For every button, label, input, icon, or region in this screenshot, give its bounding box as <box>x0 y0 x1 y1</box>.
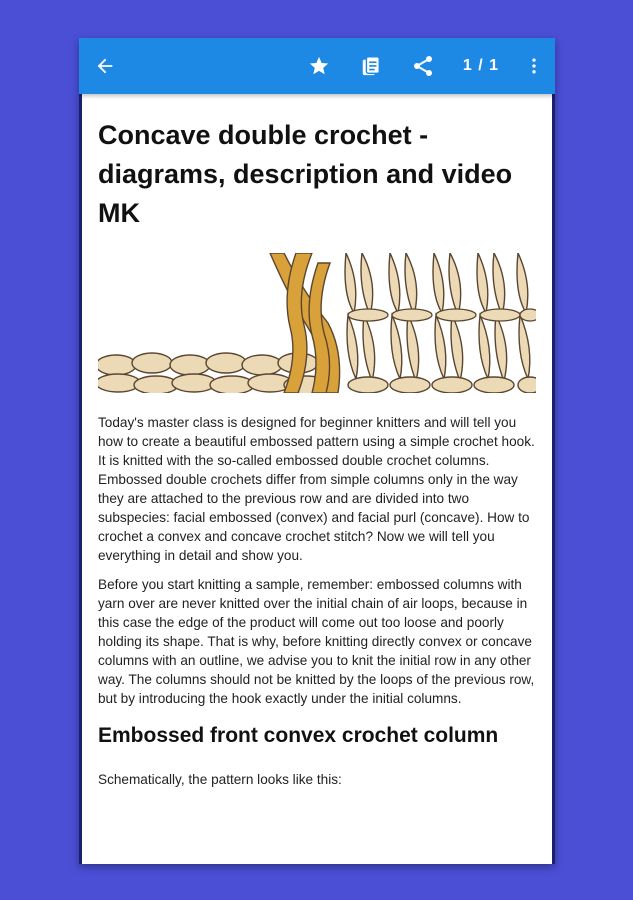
app-bar <box>79 38 555 94</box>
share-button[interactable] <box>405 38 441 94</box>
article-paragraph: Today's master class is designed for beginner knitters and will tell you how to create a beautiful embossed pattern using a simple crochet hook. It is knitted with the so-called embossed double crochet columns. Embossed double crochets differ from simple columns only in the way they are attached to the previous row and are divided into two subspecies: facial embossed (convex) and facial purl (concave). How to crochet a convex and concave crochet stitch? Now we will tell you everything in detail and show you. <box>98 415 535 563</box>
article-paragraph: Before you start knitting a sample, remember: embossed columns with yarn over are never knitted over the initial chain of air loops, because in this case the edge of the product will come out too loose and poorly holding its shape. That is why, before knitting directly convex or concave columns with an outline, we advise you to knit the initial row in any other way. The columns should not be knitted by the loops of the previous row, but by introducing the hook exactly under the initial columns. <box>98 577 535 706</box>
back-button[interactable] <box>87 38 123 94</box>
left-edge <box>79 94 82 864</box>
more-options-button[interactable] <box>516 38 552 94</box>
copy-button[interactable] <box>353 38 389 94</box>
page-counter: 1 / 1 <box>462 57 500 74</box>
diagram-caption: Schematically, the pattern looks like this: <box>98 772 342 787</box>
article-title: Concave double crochet - diagrams, description and video MK <box>98 120 513 228</box>
favorite-button[interactable] <box>301 38 337 94</box>
phone-screen <box>79 38 555 864</box>
right-edge <box>552 94 555 864</box>
more-vert-icon <box>524 55 544 77</box>
section-heading: Embossed front convex crochet column <box>98 724 499 747</box>
star-icon <box>308 55 330 77</box>
arrow-back-icon <box>94 55 116 77</box>
stitch-illustration <box>98 253 536 393</box>
document-copy-icon <box>360 55 382 77</box>
article-content <box>98 94 536 864</box>
share-icon <box>411 54 435 78</box>
